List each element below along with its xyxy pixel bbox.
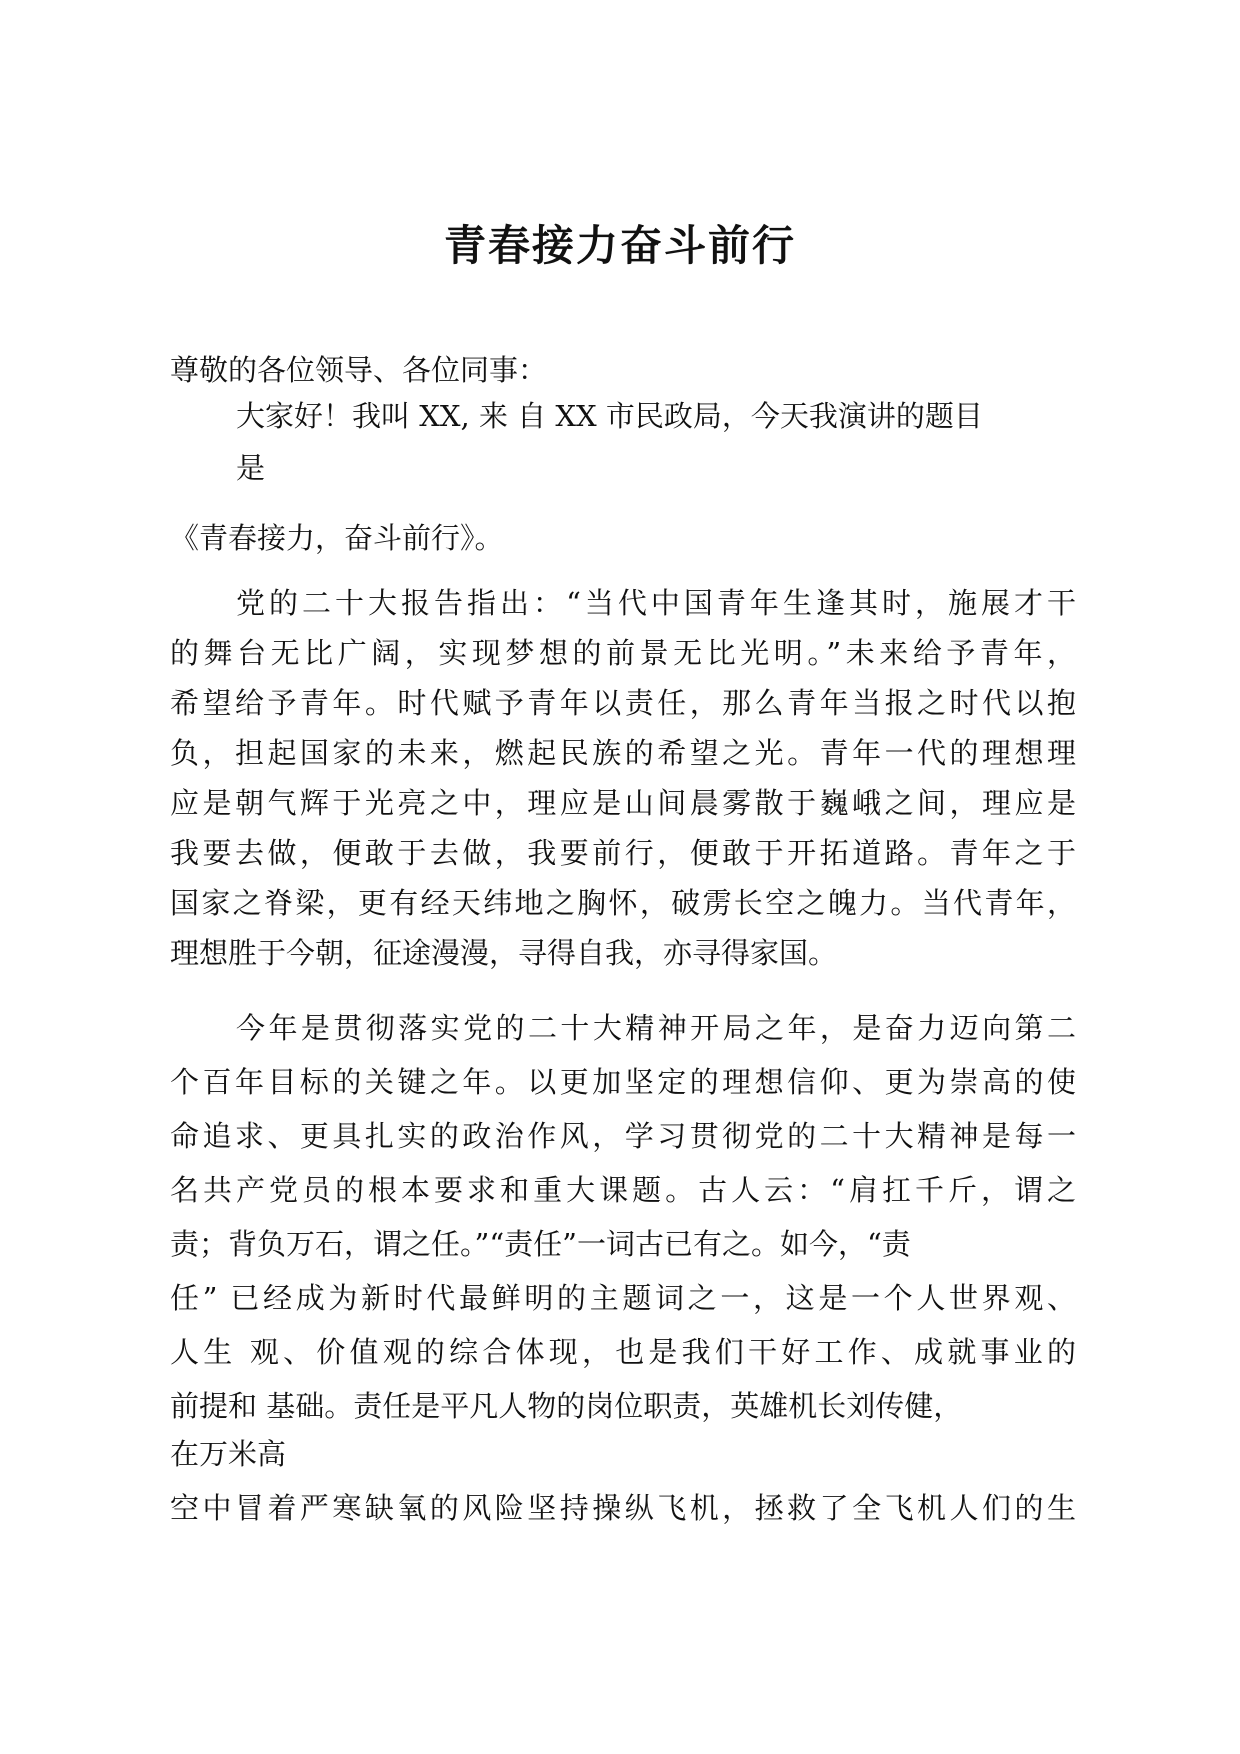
body-line: 今年是贯彻落实党的二十大精神开局之年，是奋力迈向第二 (236, 1011, 1076, 1045)
body-line: 负，担起国家的未来，燃起民族的希望之光。青年一代的理想理 (170, 736, 1076, 770)
body-line: 前提和 基础。责任是平凡人物的岗位职责，英雄机长刘传健， (170, 1389, 963, 1423)
body-line: 应是朝气辉于光亮之中，理应是山间晨雾散于巍峨之间，理应是 (170, 786, 1076, 820)
body-line: 《青春接力，奋斗前行》。 (170, 521, 504, 555)
body-line: 希望给予青年。时代赋予青年以责任，那么青年当报之时代以抱 (170, 686, 1076, 720)
body-line: 我要去做，便敢于去做，我要前行，便敢于开拓道路。青年之于 (170, 836, 1076, 870)
body-line: 大家好！我叫 XX, 来 自 XX 市民政局，今天我演讲的题目 (236, 399, 983, 433)
body-line: 人生 观、价值观的综合体现，也是我们干好工作、成就事业的 (170, 1335, 1076, 1369)
body-line: 任” 已经成为新时代最鲜明的主题词之一，这是一个人世界观、 (170, 1281, 1076, 1315)
body-line: 在万米高 (170, 1437, 287, 1471)
body-line: 名共产党员的根本要求和重大课题。古人云：“肩扛千斤，谓之 (170, 1173, 1076, 1207)
document-title: 青春接力奋斗前行 (443, 221, 796, 270)
body-line: 党的二十大报告指出：“当代中国青年生逢其时，施展才干 (236, 586, 1076, 620)
body-line: 个百年目标的关键之年。以更加坚定的理想信仰、更为崇高的使 (170, 1065, 1076, 1099)
body-line: 国家之脊梁，更有经天纬地之胸怀，破雳长空之魄力。当代青年， (170, 886, 1076, 920)
salutation: 尊敬的各位领导、各位同事： (170, 353, 548, 387)
body-line: 的舞台无比广阔，实现梦想的前景无比光明。”未来给予青年， (170, 636, 1076, 670)
body-line: 是 (236, 451, 266, 485)
body-line: 空中冒着严寒缺氧的风险坚持操纵飞机，拯救了全飞机人们的生 (170, 1491, 1076, 1525)
body-line: 命追求、更具扎实的政治作风，学习贯彻党的二十大精神是每一 (170, 1119, 1076, 1153)
body-line: 责；背负万石，谓之任。”“责任”一词古已有之。如今，“责 (170, 1227, 911, 1261)
body-line: 理想胜于今朝，征途漫漫，寻得自我，亦寻得家国。 (170, 936, 838, 970)
